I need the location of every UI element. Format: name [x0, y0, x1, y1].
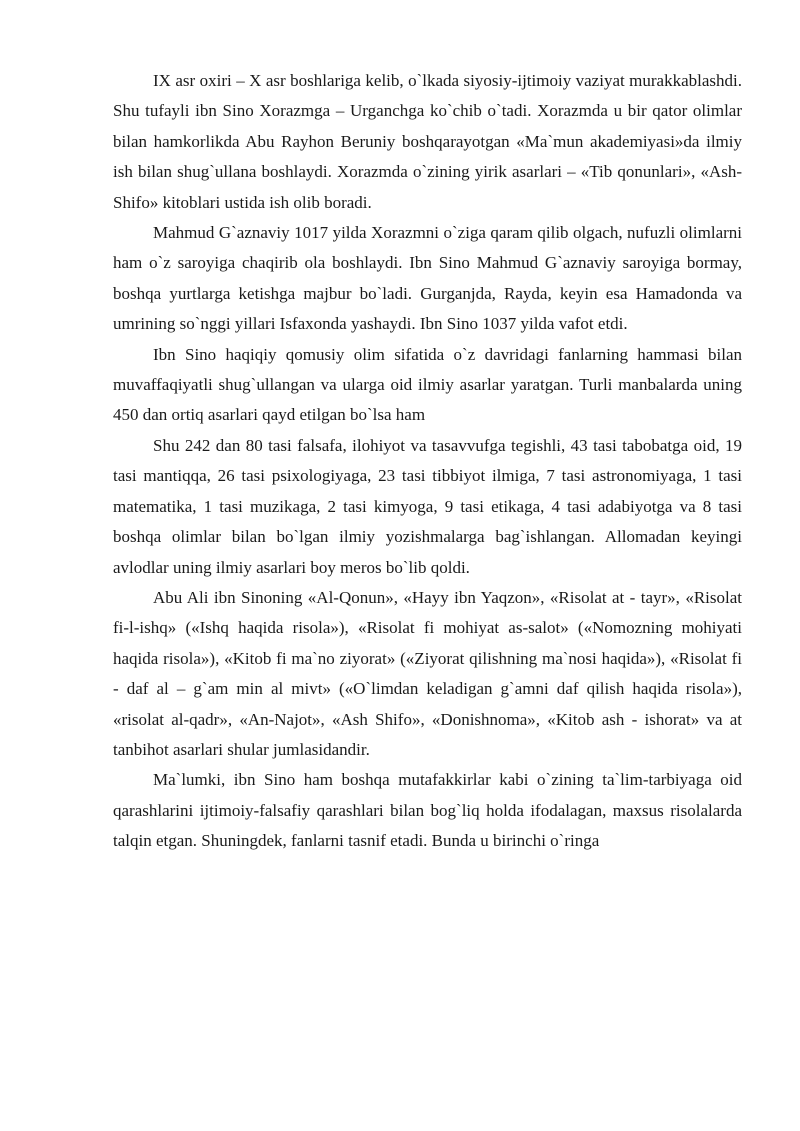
paragraph: Shu 242 dan 80 tasi falsafa, ilohiyot va tasavvufga tegishli, 43 tasi tabobatga oid, 19 tasi mantiqqa, 26 tasi psixologiyaga, 23 tasi tibbiyot ilmiga, 7 tasi astronomiyaga, 1 tasi matematika, 1 tasi muzikaga, 2 tasi kimyoga, 9 tasi etikaga, 4 tasi adabiyotga va 8 tasi boshqa olimlar bilan bo`lgan ilmiy yozishmalarga bag`ishlangan. Allomadan keyingi avlodlar uning ilmiy asarlari boy meros bo`lib qoldi.: [113, 435, 742, 577]
paragraph: Mahmud G`aznaviy 1017 yilda Xorazmni o`ziga qaram qilib olgach, nufuzli olimlarni ham o`z saroyiga chaqirib ola boshlaydi. Ibn Sino Mahmud G`aznaviy saroyiga bormay, boshqa yurtlarga ketishga majbur bo`ladi. Gurganjda, Rayda, keyin esa Hamadonda va umrining so`nggi yillari Isfaxonda yashaydi. Ibn Sino 1037 yilda vafot etdi.: [113, 223, 742, 334]
paragraph: Ma`lumki, ibn Sino ham boshqa mutafakkirlar kabi o`zining ta`lim-tarbiyaga oid qarashlarini ijtimoiy-falsafiy qarashlari bilan bog`liq holda ifodalagan, maxsus risolalarda talqin etgan. Shuningdek, fanlarni tasnif etadi. Bunda u birinchi o`ringa: [113, 770, 742, 851]
body-text: [113, 66, 742, 857]
paragraph: Ibn Sino haqiqiy qomusiy olim sifatida o`z davridagi fanlarning hammasi bilan muvaffaqiyatli shug`ullangan va ularga oid ilmiy asarlar yaratgan. Turli manbalarda uning 450 dan ortiq asarlari qayd etilgan bo`lsa ham: [113, 344, 742, 425]
paragraph: Abu Ali ibn Sinoning «Al-Qonun», «Hayy ibn Yaqzon», «Risolat at - tayr», «Risolat fi-l-ishq» («Ishq haqida risola»), «Risolat fi mohiyat as-salot» («Nomozning mohiyati haqida risola»), «Kitob fi ma`no ziyorat» («Ziyorat qilishning ma`nosi haqida»), «Risolat fi - daf al – g`am min al mivt» («O`limdan keladigan g`amni daf qilish haqida risola»), «risolat al-qadr», «An-Najot», «Ash Shifo», «Donishnoma», «Kitob ash - ishorat» va at tanbihot asarlari shular jumlasidandir.: [113, 587, 742, 759]
paragraph: IX asr oxiri – X asr boshlariga kelib, o`lkada siyosiy-ijtimoiy vaziyat murakkablashdi. Shu tufayli ibn Sino Xorazmga – Urganchga ko`chib o`tadi. Xorazmda u bir qator olimlar bilan hamkorlikda Abu Rayhon Beruniy boshqarayotgan «Ma`mun akademiyasi»da ilmiy ish bilan shug`ullana boshlaydi. Xorazmda o`zining yirik asarlari – «Tib qonunlari», «Ash-Shifo» kitoblari ustida ish olib boradi.: [113, 71, 742, 212]
